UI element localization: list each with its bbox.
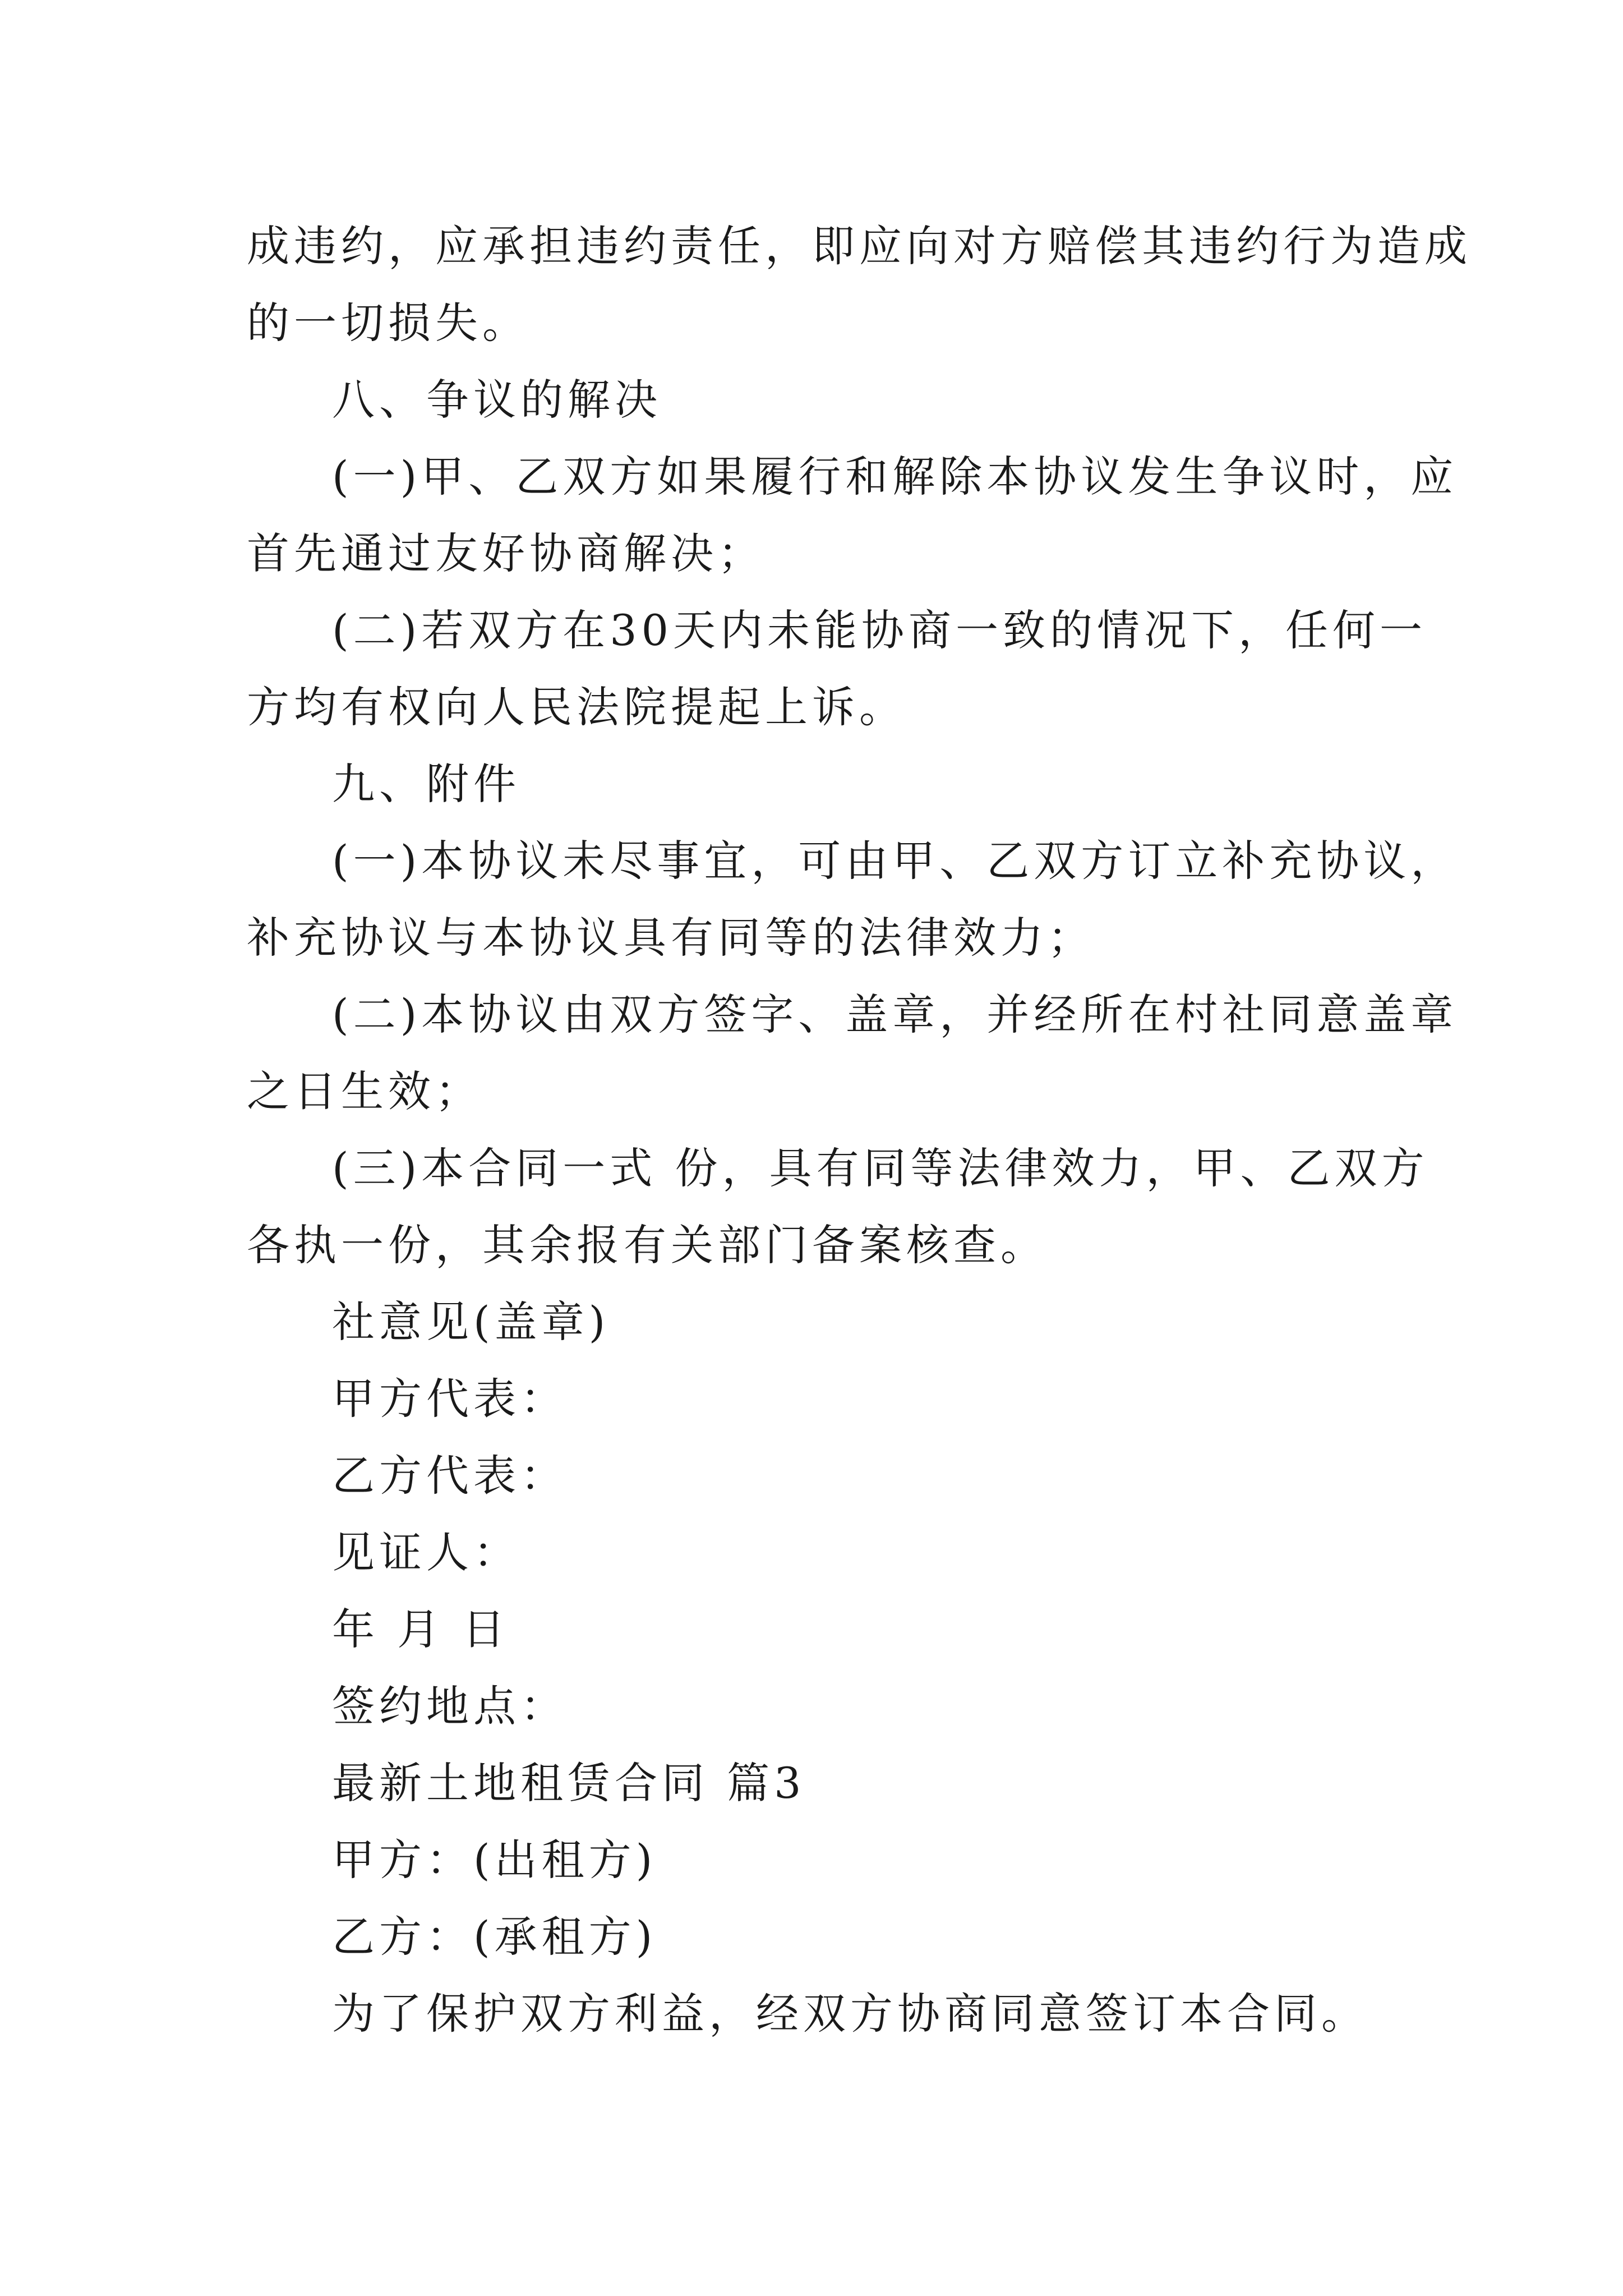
text-line: 之日生效；: [247, 1066, 482, 1116]
text-line: (二)若双方在30天内未能协商一致的情况下，任何一: [332, 605, 1427, 655]
section-heading: 八、争议的解决: [332, 375, 662, 425]
text-line: 为了保护双方利益，经双方协商同意签订本合同。: [332, 1989, 1368, 2039]
party-line: 乙方：(承租方): [332, 1912, 657, 1962]
date-field: 年 月 日: [332, 1604, 510, 1654]
text-line: (三)本合同一式 份，具有同等法律效力，甲、乙双方: [332, 1143, 1429, 1193]
text-line: 方均有权向人民法院提起上诉。: [247, 682, 906, 732]
text-line: 的一切损失。: [247, 298, 529, 348]
text-line: 成违约，应承担违约责任，即应向对方赔偿其违约行为造成: [247, 221, 1472, 271]
signature-field: 甲方代表：: [332, 1374, 568, 1424]
text-line: 首先通过友好协商解决；: [247, 528, 765, 578]
signature-field: 乙方代表：: [332, 1451, 568, 1501]
text-line: 各执一份，其余报有关部门备案核查。: [247, 1220, 1048, 1270]
document-title: 最新土地租赁合同 篇3: [332, 1758, 806, 1808]
text-line: 补充协议与本协议具有同等的法律效力；: [247, 913, 1095, 963]
text-line: (二)本协议由双方签字、盖章，并经所在村社同意盖章: [332, 990, 1458, 1039]
section-heading: 九、附件: [332, 759, 520, 809]
signature-field: 签约地点：: [332, 1681, 568, 1731]
text-line: (一)本协议未尽事宜，可由甲、乙双方订立补充协议，: [332, 836, 1458, 886]
party-line: 甲方：(出租方): [332, 1835, 657, 1885]
signature-field: 见证人：: [332, 1527, 520, 1577]
signature-field: 社意见(盖章): [332, 1297, 610, 1347]
document-body: [247, 208, 1472, 2052]
text-line: (一)甲、乙双方如果履行和解除本协议发生争议时，应: [332, 452, 1458, 501]
